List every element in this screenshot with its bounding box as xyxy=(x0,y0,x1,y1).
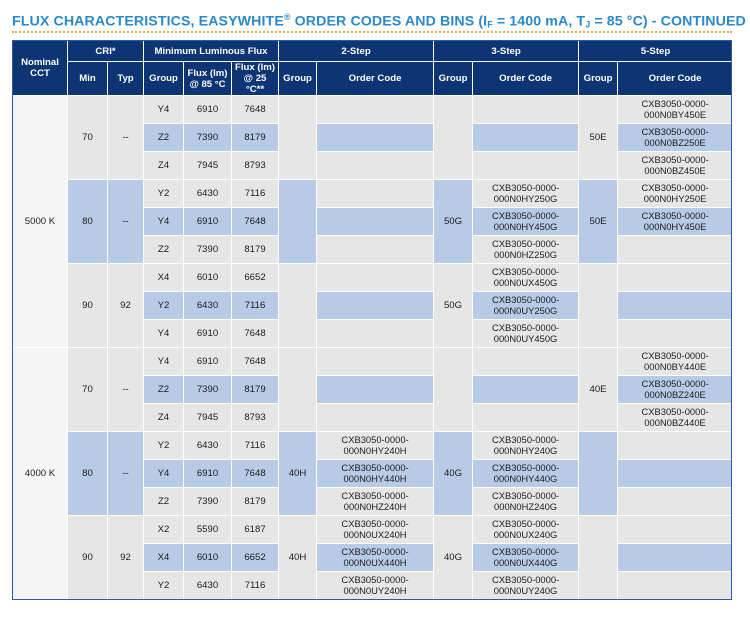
flux-25c-cell: 7116 xyxy=(232,292,279,320)
step3-order-code-cell: CXB3050-0000- 000N0UY450G xyxy=(473,320,579,348)
step2-order-code-cell xyxy=(317,236,434,264)
step2-order-code-cell: CXB3050-0000- 000N0HY440H xyxy=(317,460,434,488)
title-mid: = 1400 mA, T xyxy=(492,13,586,30)
step5-group-cell: 50E xyxy=(579,180,618,264)
step2-group-cell xyxy=(279,348,317,432)
flux-25c-cell: 8179 xyxy=(232,124,279,152)
flux-85c-cell: 6430 xyxy=(184,292,232,320)
flux-85c-cell: 6010 xyxy=(184,544,232,572)
header-flux-group: Group xyxy=(144,62,184,96)
header-cri-typ: Typ xyxy=(108,62,144,96)
flux-group-cell: Z2 xyxy=(144,376,184,404)
cri-typ-cell: -- xyxy=(108,348,144,432)
table-row xyxy=(13,264,733,292)
flux-85c-cell: 6910 xyxy=(184,460,232,488)
flux-85c-cell: 6430 xyxy=(184,572,232,600)
step5-order-code-cell: CXB3050-0000- 000N0BY450E xyxy=(618,96,733,124)
flux-25c-cell: 8793 xyxy=(232,152,279,180)
title-end: = 85 °C) - CONTINUED xyxy=(590,13,746,30)
step5-group-cell xyxy=(579,432,618,516)
flux-85c-cell: 6910 xyxy=(184,96,232,124)
flux-85c-cell: 7390 xyxy=(184,376,232,404)
step2-order-code-cell: CXB3050-0000- 000N0HY240H xyxy=(317,432,434,460)
title-dotted-rule xyxy=(12,31,732,33)
step3-order-code-cell: CXB3050-0000- 000N0UX440G xyxy=(473,544,579,572)
step5-order-code-cell: CXB3050-0000- 000N0BZ450E xyxy=(618,152,733,180)
flux-group-cell: Z4 xyxy=(144,404,184,432)
step5-group-cell: 40E xyxy=(579,348,618,432)
step2-group-cell: 40H xyxy=(279,432,317,516)
step3-order-code-cell: CXB3050-0000- 000N0HY450G xyxy=(473,208,579,236)
header-cri-min: Min xyxy=(68,62,108,96)
flux-85c-cell: 7945 xyxy=(184,404,232,432)
step5-order-code-cell xyxy=(618,488,733,516)
cri-typ-cell: 92 xyxy=(108,516,144,600)
flux-85c-cell: 7390 xyxy=(184,124,232,152)
table-row xyxy=(13,516,733,544)
step3-order-code-cell xyxy=(473,96,579,124)
flux-85c-cell: 5590 xyxy=(184,516,232,544)
step3-order-code-cell: CXB3050-0000- 000N0UY250G xyxy=(473,292,579,320)
step3-group-cell: 50G xyxy=(434,180,473,264)
table-row xyxy=(13,432,733,460)
cri-min-cell: 70 xyxy=(68,96,108,180)
step5-order-code-cell xyxy=(618,292,733,320)
table-row xyxy=(13,348,733,376)
step2-group-cell xyxy=(279,264,317,348)
cri-typ-cell: -- xyxy=(108,96,144,180)
flux-85c-cell: 6910 xyxy=(184,208,232,236)
step2-order-code-cell xyxy=(317,292,434,320)
cri-min-cell: 70 xyxy=(68,348,108,432)
flux-group-cell: Z2 xyxy=(144,488,184,516)
header-3-step: 3-Step xyxy=(434,41,579,62)
step2-order-code-cell xyxy=(317,376,434,404)
flux-group-cell: Y4 xyxy=(144,348,184,376)
step3-order-code-cell: CXB3050-0000- 000N0HZ250G xyxy=(473,236,579,264)
step2-order-code-cell xyxy=(317,124,434,152)
step5-order-code-cell: CXB3050-0000- 000N0BZ440E xyxy=(618,404,733,432)
step5-order-code-cell xyxy=(618,544,733,572)
flux-85c-cell: 6910 xyxy=(184,320,232,348)
flux-25c-cell: 7116 xyxy=(232,572,279,600)
flux-25c-cell: 7116 xyxy=(232,432,279,460)
step3-order-code-cell xyxy=(473,152,579,180)
step5-order-code-cell xyxy=(618,572,733,600)
step5-group-cell xyxy=(579,516,618,600)
flux-25c-cell: 7648 xyxy=(232,96,279,124)
flux-group-cell: Z2 xyxy=(144,124,184,152)
table-body xyxy=(13,96,733,600)
step2-order-code-cell: CXB3050-0000- 000N0HZ240H xyxy=(317,488,434,516)
cri-typ-cell: -- xyxy=(108,432,144,516)
title-registered-mark: ® xyxy=(283,12,291,22)
flux-group-cell: Y4 xyxy=(144,208,184,236)
flux-25c-cell: 7116 xyxy=(232,180,279,208)
flux-group-cell: X4 xyxy=(144,264,184,292)
step2-order-code-cell: CXB3050-0000- 000N0UY240H xyxy=(317,572,434,600)
step5-order-code-cell xyxy=(618,236,733,264)
step2-order-code-cell xyxy=(317,404,434,432)
title-subscript-f: F xyxy=(487,19,493,30)
step5-order-code-cell: CXB3050-0000- 000N0HY250E xyxy=(618,180,733,208)
flux-25c-cell: 8179 xyxy=(232,488,279,516)
step3-order-code-cell: CXB3050-0000- 000N0UX450G xyxy=(473,264,579,292)
cri-min-cell: 90 xyxy=(68,264,108,348)
step3-order-code-cell: CXB3050-0000- 000N0UY240G xyxy=(473,572,579,600)
step5-order-code-cell xyxy=(618,432,733,460)
cct-cell: 4000 K xyxy=(13,348,68,600)
header-2-step-order-code: Order Code xyxy=(317,62,434,96)
header-nominal-cct: Nominal CCT xyxy=(13,41,68,96)
flux-85c-cell: 6430 xyxy=(184,432,232,460)
cri-typ-cell: -- xyxy=(108,180,144,264)
flux-25c-cell: 7648 xyxy=(232,208,279,236)
step3-order-code-cell xyxy=(473,376,579,404)
header-cri: CRI* xyxy=(68,41,144,62)
step2-order-code-cell: CXB3050-0000- 000N0UX240H xyxy=(317,516,434,544)
step3-order-code-cell xyxy=(473,404,579,432)
flux-group-cell: Y2 xyxy=(144,292,184,320)
step2-group-cell xyxy=(279,96,317,180)
table-row xyxy=(13,180,733,208)
flux-85c-cell: 7390 xyxy=(184,236,232,264)
flux-25c-cell: 7648 xyxy=(232,348,279,376)
flux-25c-cell: 8179 xyxy=(232,376,279,404)
flux-group-cell: X2 xyxy=(144,516,184,544)
title-subscript-j: J xyxy=(585,19,591,30)
header-min-luminous-flux: Minimum Luminous Flux xyxy=(144,41,279,62)
flux-85c-cell: 6430 xyxy=(184,180,232,208)
header-2-step: 2-Step xyxy=(279,41,434,62)
flux-group-cell: Y2 xyxy=(144,180,184,208)
flux-25c-cell: 7648 xyxy=(232,460,279,488)
step3-order-code-cell: CXB3050-0000- 000N0HY250G xyxy=(473,180,579,208)
step2-group-cell: 40H xyxy=(279,516,317,600)
flux-25c-cell: 6187 xyxy=(232,516,279,544)
step3-order-code-cell xyxy=(473,124,579,152)
step2-order-code-cell xyxy=(317,208,434,236)
step5-order-code-cell: CXB3050-0000- 000N0BZ250E xyxy=(618,124,733,152)
flux-85c-cell: 6010 xyxy=(184,264,232,292)
flux-85c-cell: 7945 xyxy=(184,152,232,180)
step5-order-code-cell: CXB3050-0000- 000N0BY440E xyxy=(618,348,733,376)
flux-group-cell: Y4 xyxy=(144,320,184,348)
step2-order-code-cell xyxy=(317,320,434,348)
step2-order-code-cell xyxy=(317,180,434,208)
header-5-step: 5-Step xyxy=(579,41,733,62)
flux-25c-cell: 7648 xyxy=(232,320,279,348)
step3-order-code-cell: CXB3050-0000- 000N0HY240G xyxy=(473,432,579,460)
table-row xyxy=(13,96,733,124)
page-title xyxy=(12,12,746,30)
step5-group-cell xyxy=(579,264,618,348)
cct-cell: 5000 K xyxy=(13,96,68,348)
step5-order-code-cell: CXB3050-0000- 000N0HY450E xyxy=(618,208,733,236)
flux-25c-cell: 8179 xyxy=(232,236,279,264)
step2-order-code-cell xyxy=(317,96,434,124)
flux-group-cell: Y4 xyxy=(144,460,184,488)
step3-group-cell: 50G xyxy=(434,264,473,348)
step3-group-cell: 40G xyxy=(434,516,473,600)
step2-order-code-cell: CXB3050-0000- 000N0UX440H xyxy=(317,544,434,572)
step5-order-code-cell xyxy=(618,264,733,292)
header-flux-25c: Flux (lm) @ 25 °C** xyxy=(232,62,279,96)
step2-group-cell xyxy=(279,180,317,264)
header-3-step-group: Group xyxy=(434,62,473,96)
step2-order-code-cell xyxy=(317,152,434,180)
step3-order-code-cell: CXB3050-0000- 000N0UX240G xyxy=(473,516,579,544)
title-main: FLUX CHARACTERISTICS, EASYWHITE xyxy=(12,13,284,30)
step3-group-cell xyxy=(434,96,473,180)
flux-group-cell: Y2 xyxy=(144,432,184,460)
flux-25c-cell: 8793 xyxy=(232,404,279,432)
cri-min-cell: 80 xyxy=(68,180,108,264)
flux-group-cell: X4 xyxy=(144,544,184,572)
step3-order-code-cell: CXB3050-0000- 000N0HY440G xyxy=(473,460,579,488)
header-3-step-order-code: Order Code xyxy=(473,62,579,96)
step3-order-code-cell xyxy=(473,348,579,376)
header-5-step-order-code: Order Code xyxy=(618,62,733,96)
step3-order-code-cell: CXB3050-0000- 000N0HZ240G xyxy=(473,488,579,516)
cri-min-cell: 80 xyxy=(68,432,108,516)
step3-group-cell xyxy=(434,348,473,432)
flux-group-cell: Y2 xyxy=(144,572,184,600)
flux-group-cell: Z2 xyxy=(144,236,184,264)
flux-85c-cell: 7390 xyxy=(184,488,232,516)
title-rest: ORDER CODES AND BINS (I xyxy=(290,13,488,30)
flux-25c-cell: 6652 xyxy=(232,544,279,572)
cri-min-cell: 90 xyxy=(68,516,108,600)
flux-group-cell: Y4 xyxy=(144,96,184,124)
step3-group-cell: 40G xyxy=(434,432,473,516)
header-2-step-group: Group xyxy=(279,62,317,96)
step5-order-code-cell xyxy=(618,320,733,348)
step2-order-code-cell xyxy=(317,264,434,292)
flux-order-code-table xyxy=(12,40,733,600)
step5-order-code-cell xyxy=(618,460,733,488)
flux-group-cell: Z4 xyxy=(144,152,184,180)
step5-order-code-cell: CXB3050-0000- 000N0BZ240E xyxy=(618,376,733,404)
step2-order-code-cell xyxy=(317,348,434,376)
cri-typ-cell: 92 xyxy=(108,264,144,348)
step5-order-code-cell xyxy=(618,516,733,544)
flux-85c-cell: 6910 xyxy=(184,348,232,376)
header-5-step-group: Group xyxy=(579,62,618,96)
header-flux-85c: Flux (lm) @ 85 °C xyxy=(184,62,232,96)
step5-group-cell: 50E xyxy=(579,96,618,180)
flux-25c-cell: 6652 xyxy=(232,264,279,292)
